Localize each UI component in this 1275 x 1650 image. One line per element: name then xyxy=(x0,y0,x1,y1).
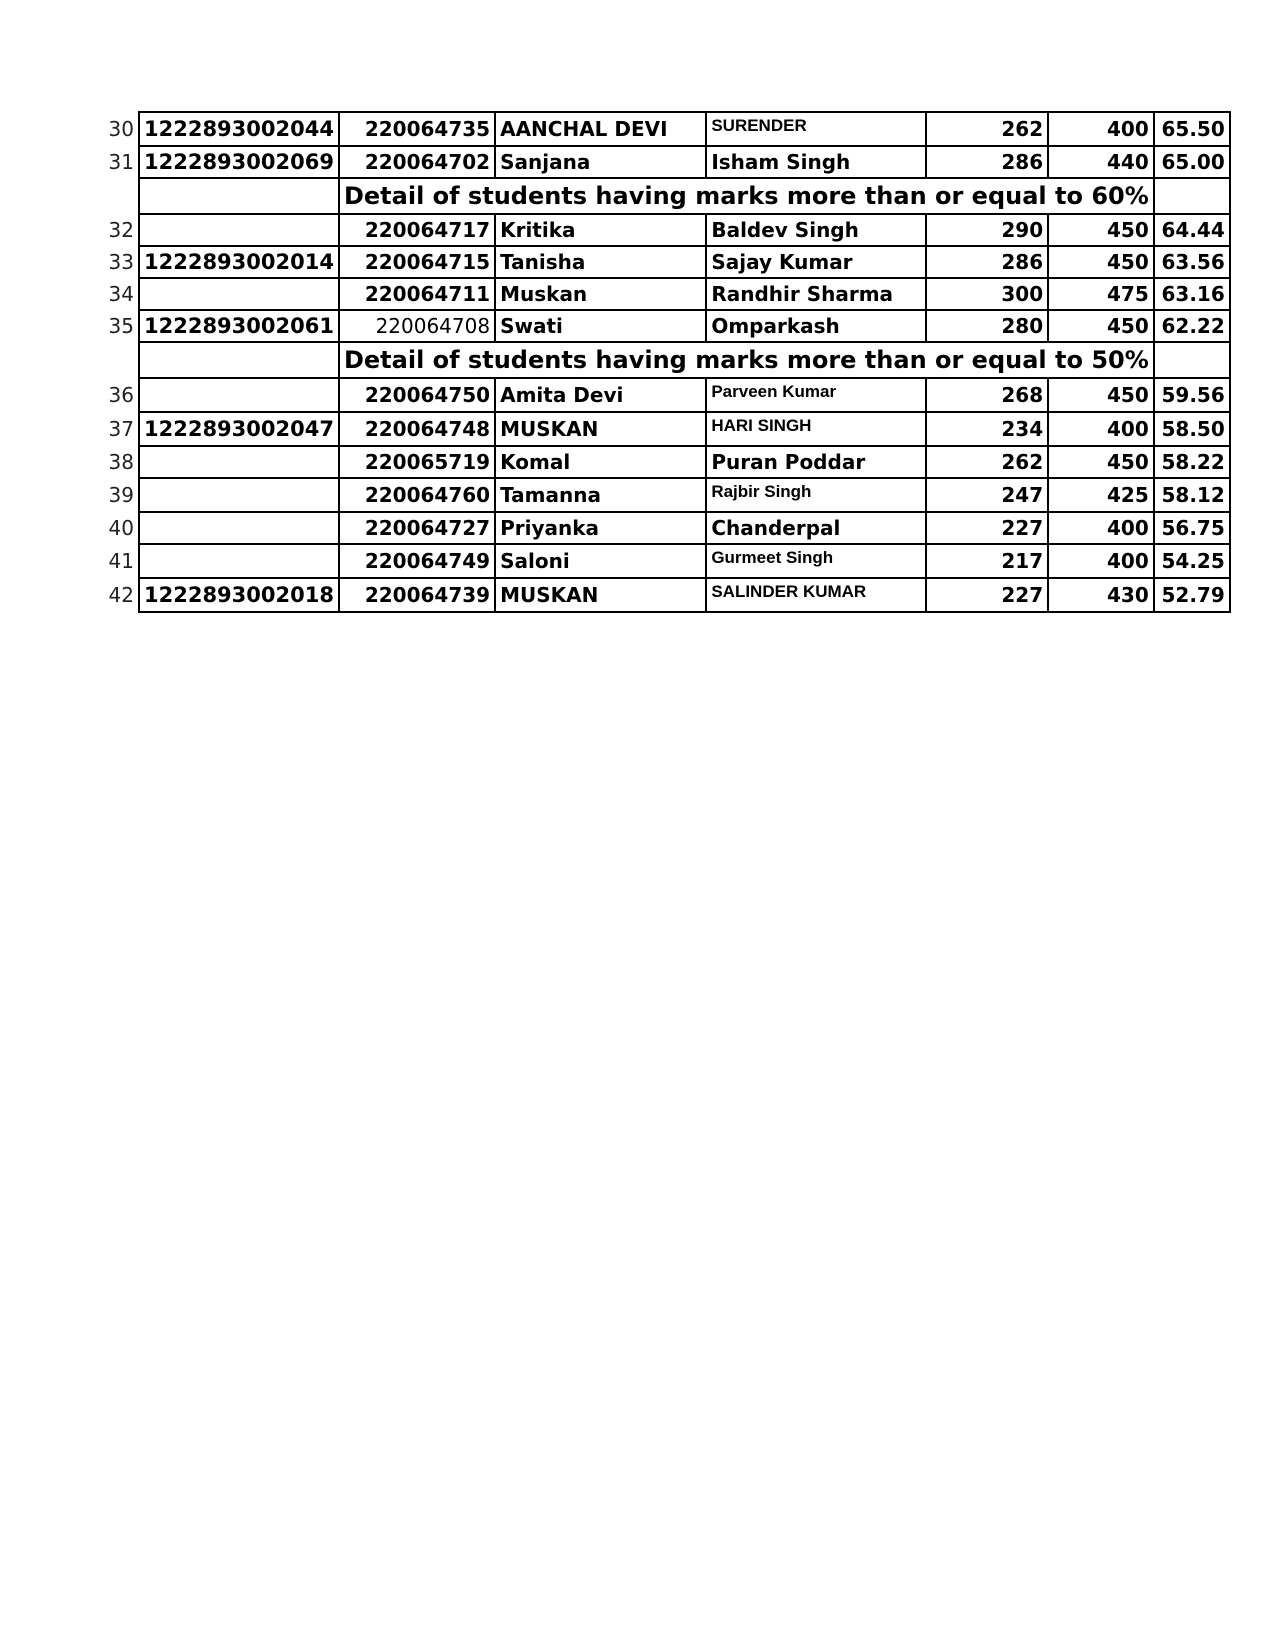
percentage: 65.00 xyxy=(1154,146,1230,178)
marks-total: 400 xyxy=(1048,512,1154,544)
row-number-blank xyxy=(106,342,139,378)
enrollment-number: 1222893002047 xyxy=(139,412,339,446)
section-heading: Detail of students having marks more than or equal to 60% xyxy=(339,178,1154,214)
student-name: MUSKAN xyxy=(495,578,706,612)
table-row xyxy=(106,246,1230,278)
enrollment-number: 1222893002014 xyxy=(139,246,339,278)
percentage: 63.16 xyxy=(1154,278,1230,310)
father-name: Sajay Kumar xyxy=(706,246,926,278)
student-name: Tamanna xyxy=(495,478,706,512)
marks-total: 430 xyxy=(1048,578,1154,612)
enrollment-number xyxy=(139,544,339,578)
roll-number: 220064750 xyxy=(339,378,495,412)
father-name: Rajbir Singh xyxy=(706,478,926,512)
table-row xyxy=(106,512,1230,544)
percentage: 52.79 xyxy=(1154,578,1230,612)
marks-total: 450 xyxy=(1048,378,1154,412)
student-name: AANCHAL DEVI xyxy=(495,112,706,146)
father-name: Omparkash xyxy=(706,310,926,342)
enrollment-number: 1222893002061 xyxy=(139,310,339,342)
row-number: 32 xyxy=(108,218,134,242)
father-name: Parveen Kumar xyxy=(706,378,926,412)
student-name: Komal xyxy=(495,446,706,478)
father-name: Gurmeet Singh xyxy=(706,544,926,578)
table-row xyxy=(106,112,1230,146)
enrollment-number: 1222893002044 xyxy=(139,112,339,146)
marks-obtained: 300 xyxy=(926,278,1048,310)
percentage: 65.50 xyxy=(1154,112,1230,146)
enrollment-number xyxy=(139,512,339,544)
marks-total: 450 xyxy=(1048,214,1154,246)
father-name: Isham Singh xyxy=(706,146,926,178)
student-name: Priyanka xyxy=(495,512,706,544)
marks-total: 400 xyxy=(1048,112,1154,146)
marks-total: 450 xyxy=(1048,310,1154,342)
percentage: 64.44 xyxy=(1154,214,1230,246)
roll-number: 220064748 xyxy=(339,412,495,446)
marks-total: 450 xyxy=(1048,446,1154,478)
table-row xyxy=(106,310,1230,342)
student-name: Amita Devi xyxy=(495,378,706,412)
row-number: 30 xyxy=(108,117,134,141)
enrollment-number xyxy=(139,446,339,478)
percentage: 62.22 xyxy=(1154,310,1230,342)
row-number: 37 xyxy=(108,417,134,441)
row-number: 33 xyxy=(108,250,134,274)
roll-number: 220064717 xyxy=(339,214,495,246)
marks-total: 475 xyxy=(1048,278,1154,310)
blank-cell xyxy=(1154,178,1230,214)
table-row xyxy=(106,412,1230,446)
enrollment-number xyxy=(139,378,339,412)
marks-obtained: 262 xyxy=(926,446,1048,478)
student-marks-table xyxy=(106,111,1231,613)
student-name: Muskan xyxy=(495,278,706,310)
enrollment-number xyxy=(139,214,339,246)
roll-number: 220065719 xyxy=(339,446,495,478)
table-row xyxy=(106,578,1230,612)
marks-obtained: 247 xyxy=(926,478,1048,512)
row-number: 39 xyxy=(108,483,134,507)
percentage: 58.22 xyxy=(1154,446,1230,478)
table-row xyxy=(106,446,1230,478)
blank-cell xyxy=(139,342,339,378)
student-name: Sanjana xyxy=(495,146,706,178)
marks-obtained: 290 xyxy=(926,214,1048,246)
enrollment-number: 1222893002069 xyxy=(139,146,339,178)
row-number: 38 xyxy=(108,450,134,474)
marks-obtained: 286 xyxy=(926,146,1048,178)
father-name: Chanderpal xyxy=(706,512,926,544)
row-number: 34 xyxy=(108,282,134,306)
row-number-blank xyxy=(106,178,139,214)
marks-total: 400 xyxy=(1048,412,1154,446)
marks-total: 450 xyxy=(1048,246,1154,278)
enrollment-number: 1222893002018 xyxy=(139,578,339,612)
roll-number: 220064760 xyxy=(339,478,495,512)
marks-obtained: 280 xyxy=(926,310,1048,342)
percentage: 54.25 xyxy=(1154,544,1230,578)
table-row xyxy=(106,278,1230,310)
roll-number: 220064715 xyxy=(339,246,495,278)
table-row xyxy=(106,214,1230,246)
percentage: 63.56 xyxy=(1154,246,1230,278)
row-number: 41 xyxy=(108,549,134,573)
marks-obtained: 268 xyxy=(926,378,1048,412)
father-name: Baldev Singh xyxy=(706,214,926,246)
marks-obtained: 227 xyxy=(926,512,1048,544)
student-name: Saloni xyxy=(495,544,706,578)
row-number: 40 xyxy=(108,516,134,540)
roll-number: 220064749 xyxy=(339,544,495,578)
blank-cell xyxy=(139,178,339,214)
section-heading-row xyxy=(106,178,1230,214)
student-name: Swati xyxy=(495,310,706,342)
enrollment-number xyxy=(139,278,339,310)
student-name: MUSKAN xyxy=(495,412,706,446)
marks-obtained: 217 xyxy=(926,544,1048,578)
father-name: Puran Poddar xyxy=(706,446,926,478)
percentage: 58.50 xyxy=(1154,412,1230,446)
percentage: 58.12 xyxy=(1154,478,1230,512)
row-number: 35 xyxy=(108,314,134,338)
marks-total: 425 xyxy=(1048,478,1154,512)
percentage: 59.56 xyxy=(1154,378,1230,412)
blank-cell xyxy=(1154,342,1230,378)
percentage: 56.75 xyxy=(1154,512,1230,544)
table-row xyxy=(106,146,1230,178)
father-name: SURENDER xyxy=(706,112,926,146)
table-row xyxy=(106,544,1230,578)
roll-number: 220064711 xyxy=(339,278,495,310)
marks-obtained: 227 xyxy=(926,578,1048,612)
row-number: 31 xyxy=(108,150,134,174)
roll-number: 220064735 xyxy=(339,112,495,146)
enrollment-number xyxy=(139,478,339,512)
student-name: Kritika xyxy=(495,214,706,246)
father-name: HARI SINGH xyxy=(706,412,926,446)
roll-number: 220064739 xyxy=(339,578,495,612)
section-heading-row xyxy=(106,342,1230,378)
marks-obtained: 234 xyxy=(926,412,1048,446)
roll-number: 220064702 xyxy=(339,146,495,178)
student-name: Tanisha xyxy=(495,246,706,278)
marks-obtained: 262 xyxy=(926,112,1048,146)
marks-total: 400 xyxy=(1048,544,1154,578)
row-number: 36 xyxy=(108,383,134,407)
roll-number: 220064708 xyxy=(339,310,495,342)
roll-number: 220064727 xyxy=(339,512,495,544)
father-name: Randhir Sharma xyxy=(706,278,926,310)
table-row xyxy=(106,478,1230,512)
table-row xyxy=(106,378,1230,412)
marks-total: 440 xyxy=(1048,146,1154,178)
section-heading: Detail of students having marks more than or equal to 50% xyxy=(339,342,1154,378)
table-body xyxy=(106,112,1230,612)
marks-obtained: 286 xyxy=(926,246,1048,278)
father-name: SALINDER KUMAR xyxy=(706,578,926,612)
row-number: 42 xyxy=(108,583,134,607)
